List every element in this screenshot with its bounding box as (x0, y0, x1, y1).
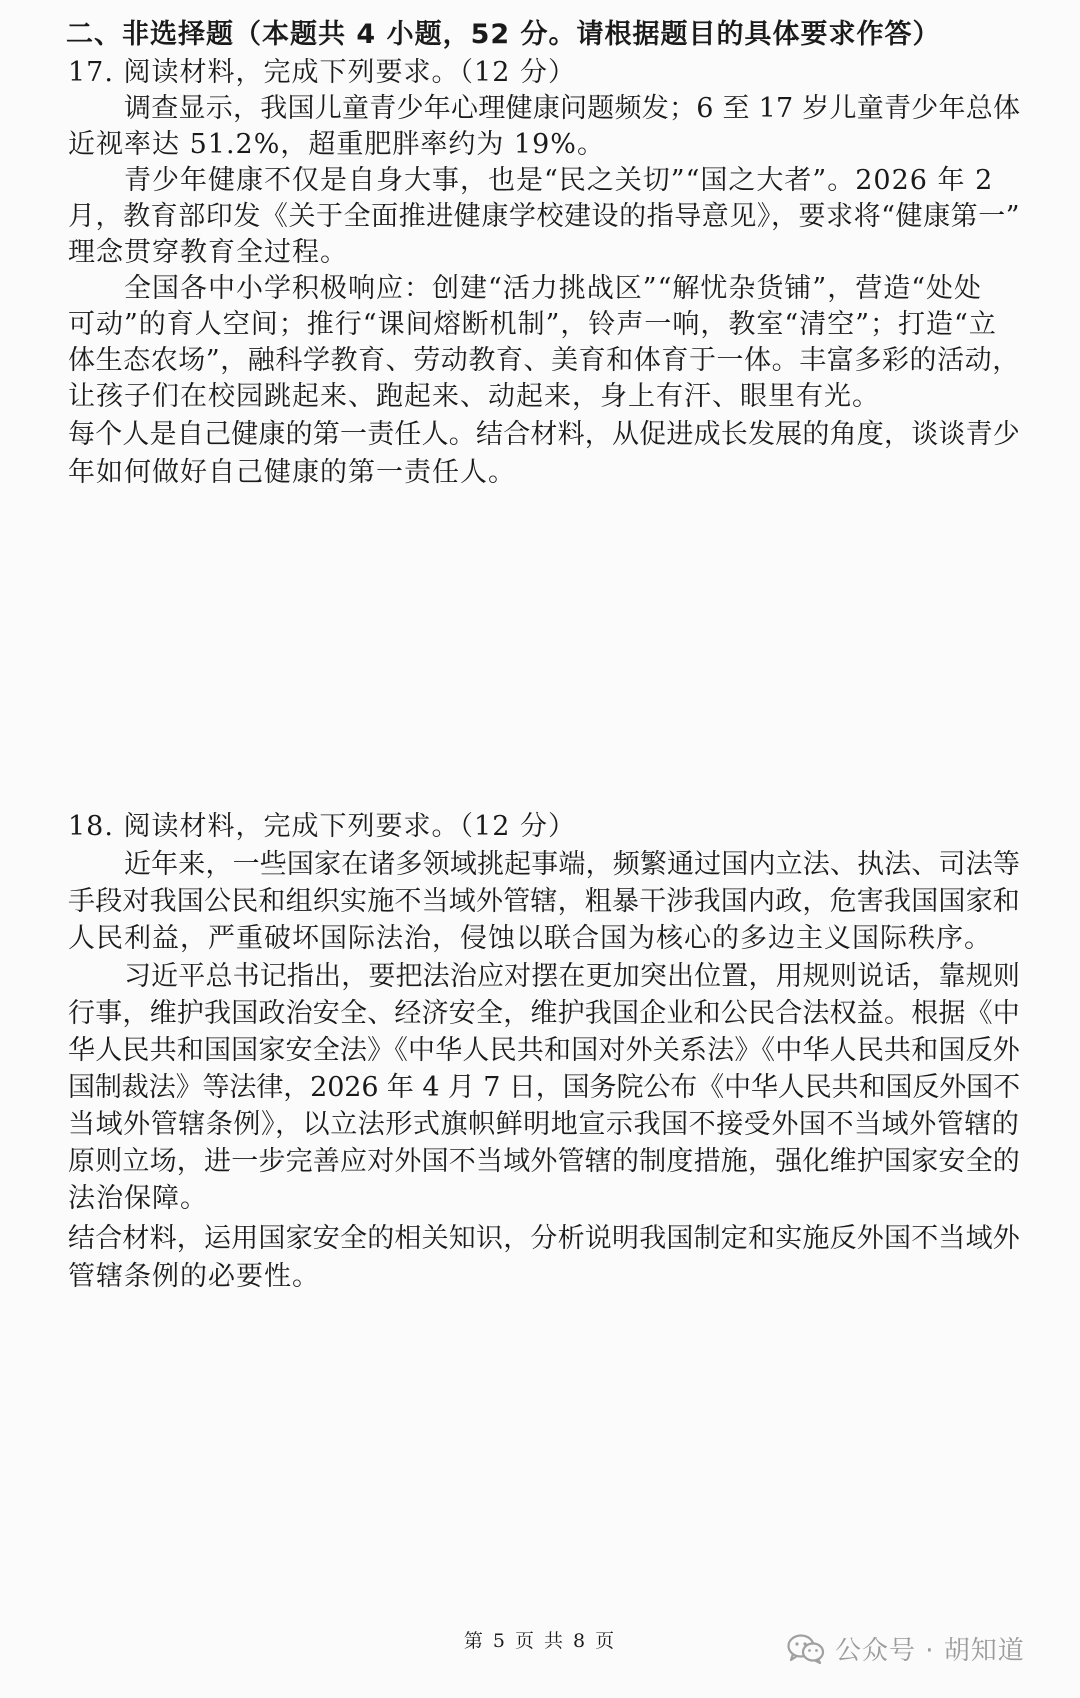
watermark (787, 1630, 1025, 1667)
q17-line-1: 调查显示，我国儿童青少年心理健康问题频发；6 至 17 岁儿童青少年总体 (124, 93, 1021, 124)
q17-header: 17. 阅读材料，完成下列要求。（12 分） (68, 57, 576, 88)
q18-line-8: 当域外管辖条例》，以立法形式旗帜鲜明地宣示我国不接受外国不当域外管辖的 (68, 1109, 1020, 1140)
q17-line-3: 青少年健康不仅是自身大事，也是“民之关切”“国之大者”。2026 年 2 (124, 165, 994, 196)
q18-line-10: 法治保障。 (68, 1183, 208, 1214)
q18-line-4: 习近平总书记指出，要把法治应对摆在更加突出位置，用规则说话，靠规则 (124, 961, 1020, 992)
q18-line-1: 近年来，一些国家在诸多领域挑起事端，频繁通过国内立法、执法、司法等 (124, 849, 1020, 880)
q18-prompt-2: 管辖条例的必要性。 (68, 1261, 320, 1292)
section-title: 二、非选择题（本题共 4 小题，52 分。请根据题目的具体要求作答） (66, 19, 941, 50)
q17-line-9: 让孩子们在校园跳起来、跑起来、动起来，身上有汗、眼里有光。 (68, 381, 880, 412)
q17-prompt-1: 每个人是自己健康的第一责任人。结合材料，从促进成长发展的角度，谈谈青少 (68, 419, 1020, 450)
q18-line-3: 人民利益，严重破坏国际法治，侵蚀以联合国为核心的多边主义国际秩序。 (68, 923, 992, 954)
q18-prompt-1: 结合材料，运用国家安全的相关知识，分析说明我国制定和实施反外国不当域外 (68, 1223, 1020, 1254)
q17-line-8: 体生态农场”，融科学教育、劳动教育、美育和体育于一体。丰富多彩的活动， (68, 345, 1020, 376)
wechat-icon (787, 1633, 825, 1665)
q18-header: 18. 阅读材料，完成下列要求。（12 分） (68, 811, 576, 842)
q18-line-7: 国制裁法》等法律，2026 年 4 月 7 日，国务院公布《中华人民共和国反外国不 (68, 1072, 1020, 1103)
q17-line-5: 理念贯穿教育全过程。 (68, 237, 348, 268)
q17-line-4: 月，教育部印发《关于全面推进健康学校建设的指导意见》，要求将“健康第一” (68, 201, 1021, 232)
q17-line-7: 可动”的育人空间；推行“课间熔断机制”，铃声一响，教室“清空”；打造“立 (68, 309, 997, 340)
q17-line-2: 近视率达 51.2%，超重肥胖率约为 19%。 (68, 129, 605, 160)
watermark-text: 公众号 · 胡知道 (835, 1636, 1025, 1666)
q18-line-5: 行事，维护我国政治安全、经济安全，维护我国企业和公民合法权益。根据《中 (68, 998, 1020, 1029)
q18-line-9: 原则立场，进一步完善应对外国不当域外管辖的制度措施，强化维护国家安全的 (68, 1146, 1020, 1177)
q17-line-6: 全国各中小学积极响应：创建“活力挑战区”“解忧杂货铺”，营造“处处 (124, 273, 983, 304)
q17-prompt-2: 年如何做好自己健康的第一责任人。 (68, 457, 516, 488)
page-number: 第 5 页 共 8 页 (463, 1630, 617, 1652)
q18-line-6: 华人民共和国国家安全法》《中华人民共和国对外关系法》《中华人民共和国反外 (68, 1035, 1020, 1066)
q18-line-2: 手段对我国公民和组织实施不当域外管辖，粗暴干涉我国内政，危害我国国家和 (68, 886, 1020, 917)
